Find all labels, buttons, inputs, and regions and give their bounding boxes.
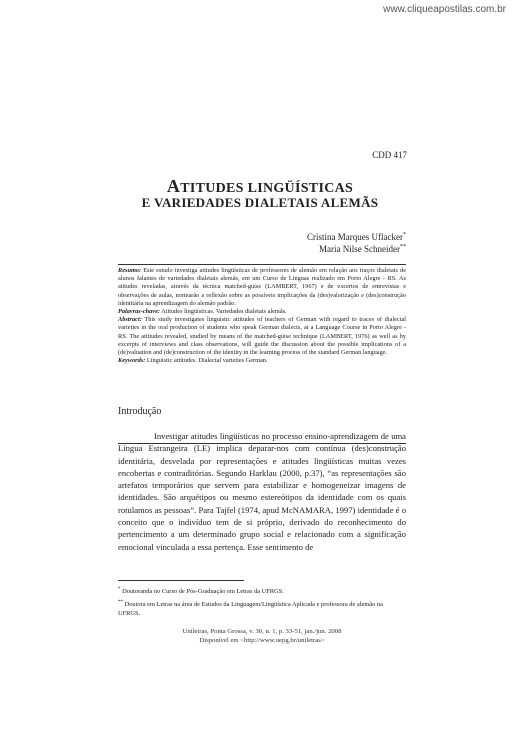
author-1-footnote-mark: * <box>403 232 406 238</box>
footnote-2-mark: ** <box>118 600 123 605</box>
footnote-1-mark: * <box>118 587 121 592</box>
footnote-1-text: Doutoranda no Curso de Pós-Graduação em Letras da UFRGS. <box>120 588 284 595</box>
footnote-2 <box>118 598 406 618</box>
author-2 <box>319 242 406 255</box>
footnote-1 <box>118 585 406 596</box>
title-line-1-rest: TITUDES LINGÜÍSTICAS <box>180 181 354 196</box>
footnote-2-text: Doutora em Letras na área de Estudos da Linguagem/Lingüística Aplicada e professora de alemão na UFRGS. <box>118 601 383 617</box>
abstract-block <box>118 267 406 365</box>
abstract-label: Abstract: <box>118 316 142 324</box>
resumo-text: Este estudo investiga atitudes lingüísticas de professores de alemão em relação aos traços dialetais de alunos falantes de variedades dialetais alemãs, em um Curso de Línguas realizado em Porto Alegre - RS. As atitudes reveladas, através da técnica matched-guise (LAMBERT, 1967) e de excertos de entrevistas e observações de aulas, nortearão a reflexão sobre as possíveis implicações da (des)valorização e (des)construção identitária na aprendizagem do alemão padrão. <box>118 267 406 307</box>
author-2-name: Maria Nilse Schneider <box>319 244 400 254</box>
author-2-footnote-mark: ** <box>400 244 406 250</box>
keywords-text: Linguistic attitudes. Dialectal varieties German. <box>145 357 268 365</box>
journal-footer <box>118 627 406 645</box>
article-title-line-1 <box>118 176 402 197</box>
palavras-chave-label: Palavras-chave: <box>118 308 160 316</box>
keywords-paragraph <box>118 357 406 365</box>
footnote-rule <box>118 580 244 581</box>
keywords-label: Keywords: <box>118 357 146 365</box>
section-heading-introducao: Introdução <box>118 406 162 417</box>
footnotes <box>118 585 406 620</box>
abstract-paragraph <box>118 316 406 357</box>
site-watermark: www.cliqueapostilas.com.br <box>383 4 506 15</box>
palavras-chave-paragraph <box>118 308 406 316</box>
article-title-line-2: E VARIEDADES DIALETAIS ALEMÃS <box>141 195 379 210</box>
abstract-text: This study investigates linguistic attitudes of teachers of German with regard to traces of dialectal varieties in the oral production of students who speak German dialects, at a Language Course in Porto Alegre - RS. The attitudes revealed, studied by means of the matched-guise technique (LAMBERT, 1976) as well as by excerpts of interviews and class observations, will guide the discussion about the possible implications of a (de)valuation and (de)construction of the identity in the learning process of the standard German language. <box>118 316 406 357</box>
palavras-chave-text: Atitudes lingüísticas. Variedades dialetais alemãs. <box>159 308 287 316</box>
resumo-label: Resumo: <box>118 267 142 274</box>
journal-availability: Disponível em <http://www.uepg.br/uniletras> <box>199 637 325 644</box>
abstract-top-rule <box>118 264 406 265</box>
journal-citation: Uniletras, Ponta Grossa, v. 30, n. 1, p. 33-51, jan./jun. 2008 <box>182 628 342 635</box>
body-paragraph: Investigar atitudes lingüísticas no processo ensino-aprendizagem de uma Língua Estrangeira (LE) implica deparar-nos com contínua (des)construção identitária, desvelada por representações e atitudes lingüísticas muitas vezes encobertas e contraditórias. Segundo Harklau (2000, p.37), “as representações são artefatos temporários que servem para estabilizar e homogeneizar imagens de identidades. São arquétipos ou mesmo estereótipos da identidade com os quais rotulamos as pessoas”. Para Tajfel (1974, apud McNAMARA, 1997) identidade é o conceito que o indivíduo tem de si próprio, derivado do reconhecimento do pertencimento a um determinado grupo social e relacionado com a significação emocional vinculada a essa pertença. Esse sentimento de <box>118 431 406 552</box>
resumo-paragraph <box>118 267 406 308</box>
cdd-code: CDD 417 <box>372 150 407 160</box>
title-drop-capital: A <box>166 176 181 196</box>
author-1-name: Cristina Marques Uflacker <box>307 232 403 242</box>
